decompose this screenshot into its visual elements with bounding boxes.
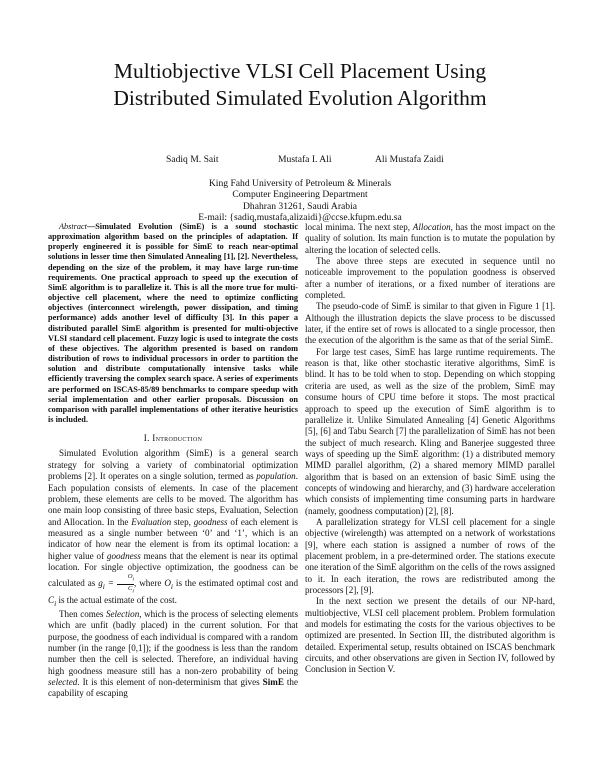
goodness-formula: $g_i$ = $\frac{O_i}{C_i}$: [98, 573, 135, 594]
author-2: Mustafa I. Ali: [278, 154, 332, 165]
section-number: I.: [143, 433, 150, 444]
author-3: Ali Mustafa Zaidi: [375, 154, 444, 165]
right-paragraph-0: local minima. The next step, Allocation, has the most impact on the quality of solution. Its main function is to mutate the population by altering the location of selected cells.: [305, 222, 556, 255]
affiliation-line-2: Computer Engineering Department: [232, 189, 368, 201]
affiliation-line-1: King Fahd University of Petroleum & Minerals: [208, 178, 392, 189]
abstract-text: —Simulated Evolution (SimE) is a sound stochastic approximation algorithm based on the principles of adaptation. If properly engineered it is possible for SimE to reach near-optimal solutions in lesser time then Simulated Annealing [1], [2]. Nevertheless, depending on the size of the problem, it may have large run-time requirements. One practical approach to speed up the execution of SimE algorithm is to parallelize it. This is all the more true for multi-objective cell placement, where the need to optimize conflicting objectives (interconnect wirelength, power dissipation, and timing performance) adds another level of difficulty [3]. In this paper a distributed parallel SimE algorithm is presented for multi-objective VLSI standard cell placement. Fuzzy logic is used to integrate the costs of these objectives. The algorithm presented is based on random distribution of rows to individual processors in order to partition the solution and distribute computationally intensive tasks while efficiently traversing the complex search space. A series of experiments are performed on ISCAS-85/89 benchmarks to compare speedup with serial implementation and other earlier proposals. Discussion on comparison with parallel implementations of other iterative heuristics is included.: [48, 222, 298, 424]
right-paragraph-2: The pseudo-code of SimE is similar to that given in Figure 1 [1]. Although the illustration depicts the slave process to be discussed later, if the entire set of rows is allocated to a single processor, then the execution of the algorithm is the same as that of the serial SimE.: [305, 301, 555, 346]
affiliation-line-4: E-mail: {sadiq,mustafa,alizaidi}@ccse.kfupm.edu.sa: [198, 211, 402, 223]
right-paragraph-3: For large test cases, SimE has large runtime requirements. The reason is that, like other stochastic iterative algorithms, SimE is blind. It has to be told when to stop. Depending on which stopping criteria are used, as well as the size of the problem, SimE may consume hours of CPU time before it stops. The most practical approach to speed up the execution of SimE algorithm is to parallelize it. Unlike Simulated Annealing [4] Genetic Algorithms [5], [6] and Tabu Search [7] the parallelization of SimE has not been the subject of much research. Kling and Banerjee suggested three ways of speeding up the SimE algorithm: (1) a distributed memory MIMD parallel algorithm, (2) a shared memory MIMD parallel algorithm that is based on an extension of basic SimE using the concepts of windowing and hierarchy, and (3) hardware acceleration which consists of implementing time consuming parts in hardware (namely, goodness computation) [2], [8].: [305, 346, 555, 516]
right-paragraph-1: The above three steps are executed in sequence until no noticeable improvement to the population goodness is observed after a number of iterations, or a fixed number of iterations are completed.: [305, 256, 555, 301]
right-column: [305, 222, 555, 676]
intro-paragraph-1: Simulated Evolution algorithm (SimE) is a general search strategy for solving a variety of combinatorial optimization problems [2]. It operates on a single solution, termed as population. Each population consists of elements. In case of the placement problem, these elements are cells to be moved. The algorithm has one main loop consisting of three basic steps, Evaluation, Selection and Allocation. In the Evaluation step, goodness of each element is measured as a single number between ‘0’ and ‘1’, which is an indicator of how near the element is from its optimal location: a higher value of goodness means that the element is near its optimal location. For single objective optimization, the goodness can be calculated as $g_i$ = $\frac{O_i}{C_i}$ , where $O_i$ is the estimated optimal cost and $C_i$ is the actual estimate of the cost.: [48, 448, 298, 608]
left-column: [48, 222, 298, 700]
author-1: Sadiq M. Sait: [166, 154, 219, 165]
section-title: Introduction: [152, 433, 203, 444]
title-line-2: Distributed Simulated Evolution Algorithm: [113, 86, 487, 110]
abstract: [48, 222, 298, 425]
affiliation-line-3: Dhahran 31261, Saudi Arabia: [242, 200, 358, 212]
intro-paragraph-2: Then comes Selection, which is the process of selecting elements which are unfit (badly placed) in the current solution. For that purpose, the goodness of each individual is compared with a random number (in the range [0,1]); if the goodness is less than the random number then the cell is selected. Therefore, an individual having high goodness measure still has a non-zero probability of being selected. It is this element of non-determinism that gives SimE the capability of escaping: [48, 609, 299, 699]
abstract-label: Abstract: [59, 222, 87, 231]
title-line-1: Multiobjective VLSI Cell Placement Using: [113, 59, 487, 83]
affiliation: [0, 178, 600, 223]
right-paragraph-4: A parallelization strategy for VLSI cell placement for a single objective (wirelength) was attempted on a network of workstations [9], where each station is assigned a number of rows of the placement problem, in a pre-determined order. The stations execute one iteration of the SimE algorithm on the cells of the rows assigned to it. In each iteration, the rows are redistributed among the processors [2], [9].: [305, 516, 555, 595]
section-heading: [48, 433, 298, 444]
paper-title: [0, 58, 600, 112]
right-paragraph-5: In the next section we present the details of our NP-hard, multiobjective, VLSI cell placement problem. Problem formulation and models for estimating the costs for the various objectives to be optimized are presented. In Section III, the distributed algorithm is detailed. Experimental setup, results obtained on ISCAS benchmark circuits, and other observations are given in Section IV, followed by Conclusion in Section V.: [305, 596, 555, 675]
